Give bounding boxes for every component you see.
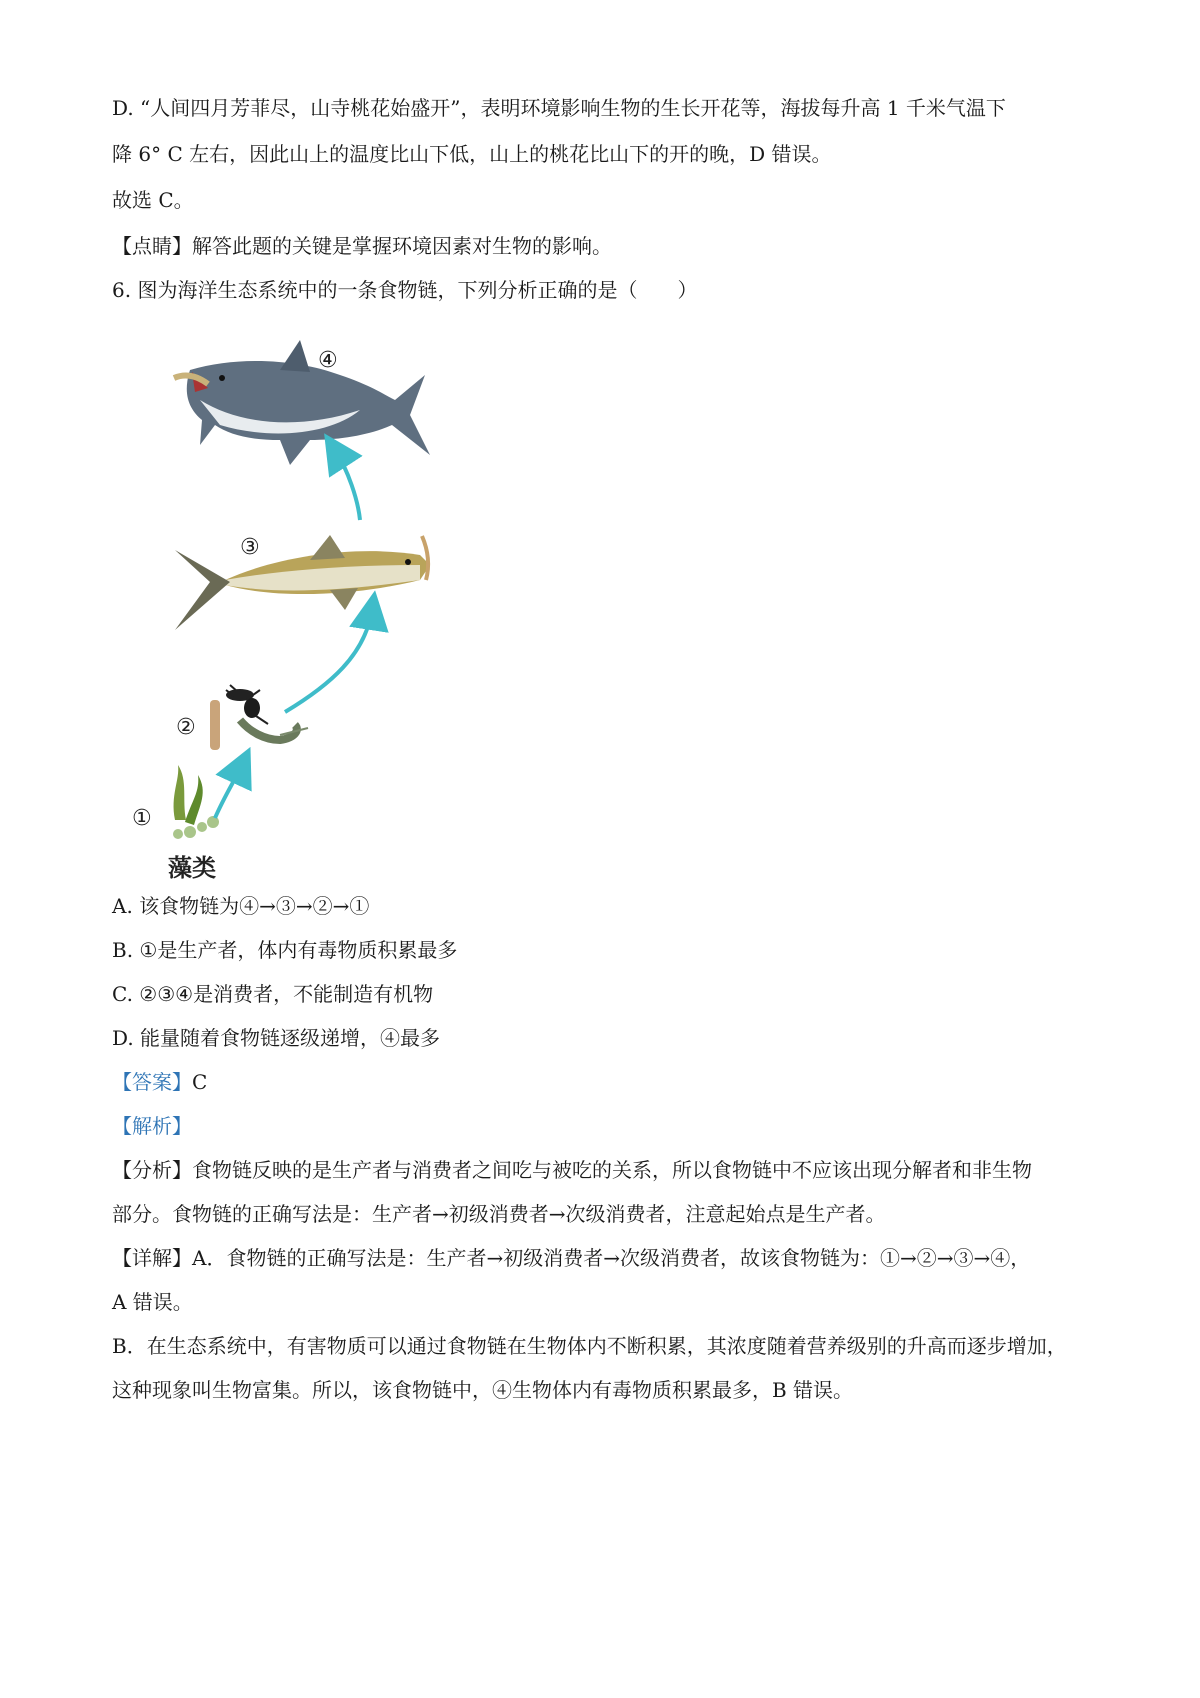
fish-icon — [175, 535, 430, 630]
answer-value: C — [192, 1070, 208, 1094]
fenxi-line-1: 【分析】食物链反映的是生产者与消费者之间吃与被吃的关系，所以食物链中不应该出现分解者和非生物 — [112, 1158, 1032, 1182]
label-4: ④ — [318, 348, 338, 373]
algae-caption: 藻类 — [168, 854, 216, 882]
option-b: B. ①是生产者，体内有毒物质积累最多 — [112, 938, 458, 962]
option-c: C. ②③④是消费者，不能制造有机物 — [112, 982, 434, 1006]
option-b-explanation-line-1: B．在生态系统中，有害物质可以通过食物链在生物体内不断积累，其浓度随着营养级别的升高而逐步增加， — [112, 1334, 1067, 1358]
label-3: ③ — [240, 535, 260, 560]
xiangjie-line-2: A 错误。 — [112, 1290, 193, 1314]
question-6-stem: 6. 图为海洋生态系统中的一条食物链，下列分析正确的是（ ） — [112, 278, 698, 302]
dianjing-note: 【点睛】解答此题的关键是掌握环境因素对生物的影响。 — [112, 234, 612, 258]
fenxi-line-2: 部分。食物链的正确写法是：生产者→初级消费者→次级消费者，注意起始点是生产者。 — [112, 1202, 886, 1226]
answer-line — [112, 1068, 207, 1096]
zooplankton-icon — [210, 685, 308, 750]
shark-icon — [174, 340, 430, 465]
algae-icon — [173, 765, 219, 839]
label-2: ② — [176, 715, 196, 740]
choose-answer-line: 故选 C。 — [112, 188, 194, 212]
analysis-tag: 【解析】 — [112, 1114, 192, 1138]
option-d-explanation-line-1: D. “人间四月芳菲尽，山寺桃花始盛开”，表明环境影响生物的生长开花等，海拔每升高 1 千米气温下 — [112, 96, 1006, 120]
option-d: D. 能量随着食物链逐级递增，④最多 — [112, 1026, 441, 1050]
label-1: ① — [132, 806, 152, 831]
answer-tag: 【答案】 — [112, 1070, 192, 1094]
option-d-explanation-line-2: 降 6° C 左右，因此山上的温度比山下低，山上的桃花比山下的开的晚，D 错误。 — [112, 142, 832, 166]
arrow-fish-to-shark — [335, 450, 360, 520]
arrow-zooplankton-to-fish — [285, 610, 372, 712]
arrow-algae-to-zooplankton — [215, 765, 242, 818]
xiangjie-line-1: 【详解】A．食物链的正确写法是：生产者→初级消费者→次级消费者，故该食物链为：①→②→③→④， — [112, 1246, 1031, 1270]
option-a: A. 该食物链为④→③→②→① — [112, 894, 370, 918]
option-b-explanation-line-2: 这种现象叫生物富集。所以，该食物链中，④生物体内有毒物质积累最多，B 错误。 — [112, 1378, 854, 1402]
food-chain-diagram — [130, 340, 490, 950]
